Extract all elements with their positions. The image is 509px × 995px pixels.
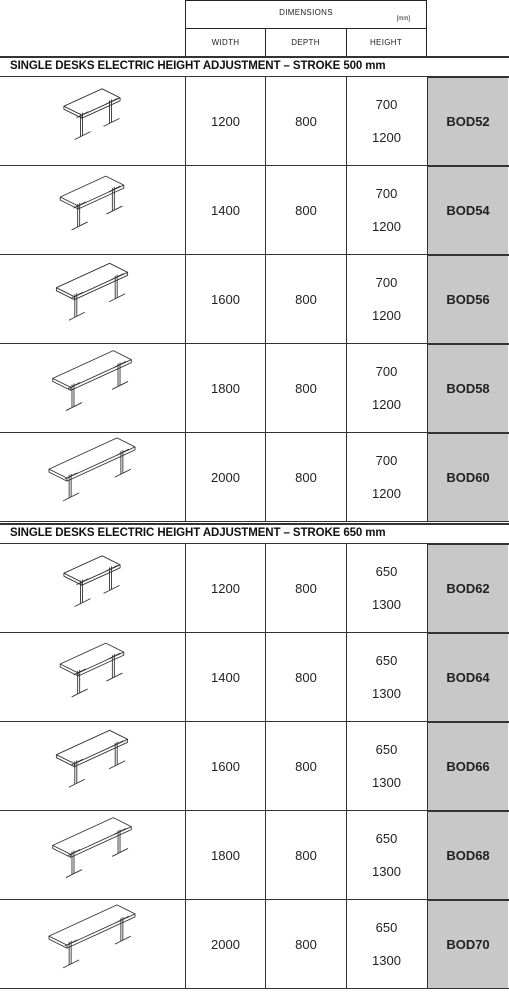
product-code: BOD56 — [428, 255, 508, 343]
depth-header: DEPTH — [265, 28, 347, 57]
desk-image-cell — [0, 544, 185, 632]
width-value: 1600 — [211, 758, 240, 774]
height-max-value: 1300 — [372, 774, 401, 790]
width-value: 1400 — [211, 669, 240, 685]
desk-drawing-icon — [0, 344, 185, 432]
width-value: 1400 — [211, 202, 240, 218]
width-value: 1800 — [211, 847, 240, 863]
product-code: BOD58 — [428, 344, 508, 432]
desk-image-cell — [0, 255, 185, 343]
height-cell — [347, 900, 426, 988]
height-cell — [347, 811, 426, 899]
section-divider — [0, 56, 509, 58]
desk-image-cell — [0, 900, 185, 988]
desk-drawing-icon — [0, 77, 185, 165]
height-max-value: 1200 — [372, 129, 401, 145]
height-cell — [347, 344, 426, 432]
height-max-value: 1200 — [372, 307, 401, 323]
height-max-value: 1300 — [372, 863, 401, 879]
table-row — [0, 900, 509, 989]
height-max-value: 1200 — [372, 218, 401, 234]
width-value: 1200 — [211, 113, 240, 129]
desk-drawing-icon — [0, 255, 185, 343]
desk-drawing-icon — [0, 900, 185, 988]
table-row — [0, 255, 509, 344]
height-max-value: 1200 — [372, 485, 401, 501]
desk-drawing-icon — [0, 722, 185, 810]
height-max-value: 1300 — [372, 952, 401, 968]
depth-value: 800 — [295, 580, 317, 596]
unit-label: [mm] — [396, 16, 410, 22]
height-min-value: 700 — [375, 96, 398, 112]
height-min-value: 700 — [375, 452, 398, 468]
width-value: 1200 — [211, 580, 240, 596]
table-row — [0, 722, 509, 811]
code-cell-border — [427, 811, 509, 900]
section-title: SINGLE DESKS ELECTRIC HEIGHT ADJUSTMENT – STROKE 650 mm — [10, 527, 386, 539]
product-code: BOD54 — [428, 166, 508, 254]
width-value: 1800 — [211, 380, 240, 396]
desk-drawing-icon — [0, 544, 185, 632]
height-max-value: 1300 — [372, 596, 401, 612]
width-value: 1600 — [211, 291, 240, 307]
desk-drawing-icon — [0, 433, 185, 521]
depth-value: 800 — [295, 758, 317, 774]
height-max-value: 1300 — [372, 685, 401, 701]
product-code: BOD68 — [428, 811, 508, 899]
code-cell-border — [427, 544, 509, 633]
height-max-value: 1200 — [372, 396, 401, 412]
desk-image-cell — [0, 633, 185, 721]
width-value: 2000 — [211, 936, 240, 952]
width-header: WIDTH — [185, 28, 266, 57]
height-min-value: 700 — [375, 363, 398, 379]
code-cell-border — [427, 77, 509, 166]
depth-value: 800 — [295, 847, 317, 863]
height-cell — [347, 255, 426, 343]
row-rule — [0, 988, 509, 989]
height-cell — [347, 544, 426, 632]
table-row — [0, 544, 509, 633]
height-min-value: 700 — [375, 185, 398, 201]
code-cell-border — [427, 166, 509, 255]
height-min-value: 650 — [375, 919, 398, 935]
table-row — [0, 633, 509, 722]
section-title: SINGLE DESKS ELECTRIC HEIGHT ADJUSTMENT – STROKE 500 mm — [10, 60, 386, 72]
product-code: BOD64 — [428, 633, 508, 721]
desk-image-cell — [0, 433, 185, 521]
table-row — [0, 344, 509, 433]
height-min-value: 650 — [375, 741, 398, 757]
depth-value: 800 — [295, 936, 317, 952]
depth-value: 800 — [295, 669, 317, 685]
height-cell — [347, 633, 426, 721]
width-value: 2000 — [211, 469, 240, 485]
code-cell-border — [427, 344, 509, 433]
table-row — [0, 433, 509, 522]
product-code: BOD66 — [428, 722, 508, 810]
depth-value: 800 — [295, 291, 317, 307]
dimensions-label: DIMENSIONS — [279, 8, 333, 17]
row-rule — [0, 521, 509, 522]
desk-image-cell — [0, 166, 185, 254]
desk-image-cell — [0, 811, 185, 899]
section-divider — [0, 523, 509, 525]
desk-drawing-icon — [0, 633, 185, 721]
code-cell-border — [427, 900, 509, 989]
table-row — [0, 77, 509, 166]
height-cell — [347, 433, 426, 521]
code-cell-border — [427, 633, 509, 722]
product-code: BOD70 — [428, 900, 508, 988]
desk-image-cell — [0, 722, 185, 810]
height-header: HEIGHT — [346, 28, 427, 57]
code-cell-border — [427, 433, 509, 522]
product-code: BOD60 — [428, 433, 508, 521]
table-row — [0, 166, 509, 255]
desk-image-cell — [0, 344, 185, 432]
table-row — [0, 811, 509, 900]
height-cell — [347, 722, 426, 810]
height-cell — [347, 77, 426, 165]
product-code: BOD52 — [428, 77, 508, 165]
height-min-value: 650 — [375, 563, 398, 579]
depth-value: 800 — [295, 113, 317, 129]
code-cell-border — [427, 722, 509, 811]
height-cell — [347, 166, 426, 254]
height-min-value: 650 — [375, 652, 398, 668]
depth-value: 800 — [295, 202, 317, 218]
product-code: BOD62 — [428, 544, 508, 632]
dimensions-header — [185, 0, 427, 29]
desk-drawing-icon — [0, 811, 185, 899]
code-cell-border — [427, 255, 509, 344]
desk-image-cell — [0, 77, 185, 165]
depth-value: 800 — [295, 469, 317, 485]
height-min-value: 650 — [375, 830, 398, 846]
height-min-value: 700 — [375, 274, 398, 290]
desk-drawing-icon — [0, 166, 185, 254]
depth-value: 800 — [295, 380, 317, 396]
